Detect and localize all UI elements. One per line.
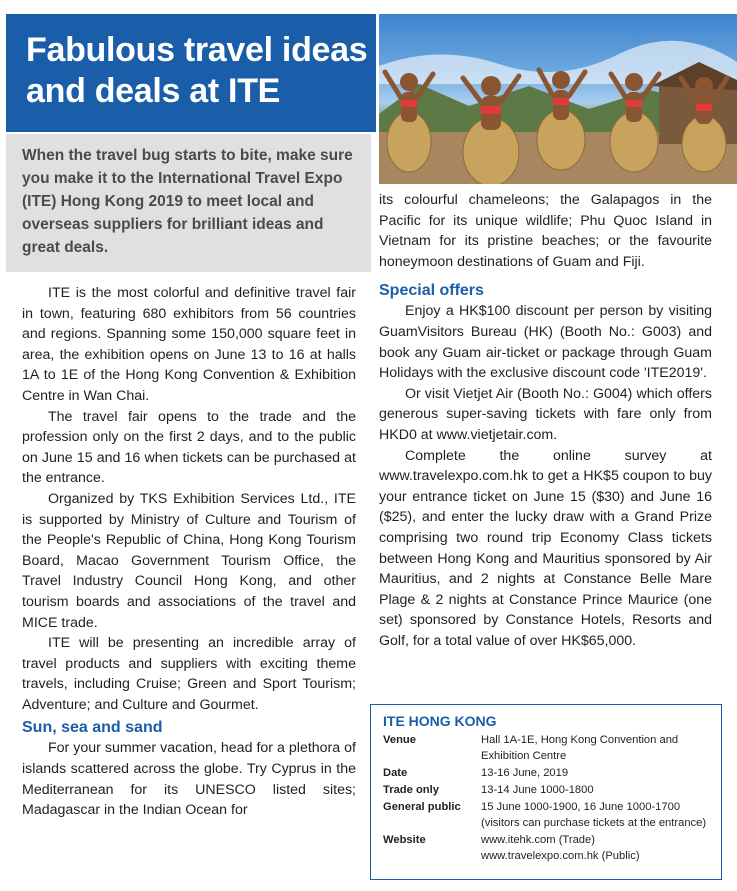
info-box: [370, 704, 722, 880]
right-column: [379, 190, 712, 651]
website-public-link[interactable]: www.travelexpo.com.hk (Public): [481, 850, 640, 862]
info-label: Date: [383, 767, 408, 779]
info-value: [481, 782, 711, 798]
title-line-1: Fabulous travel ideas: [26, 31, 368, 69]
info-value-line: Exhibition Centre: [481, 750, 567, 762]
right-paragraph-3: Complete the online survey at www.travelexpo.com.hk to get a HK$5 coupon to buy your entrance ticket on June 15 ($30) and June 16 ($25), and enter the lucky draw with a Grand Prize comprising two round trip Economy Class tickets between Hong Kong and Mauritius sponsored by Air Mauritius, and 2 nights at Constance Belle Mare Plage & 2 nights at Constance Prince Maurice (one set) sponsored by Constance Hotels, Resorts and Golf, for a total value of over HK$65,000.: [379, 447, 712, 649]
info-row-trade-only: [383, 782, 711, 798]
info-value-line: (visitors can purchase tickets at the entrance): [481, 817, 707, 829]
left-paragraph-3: Organized by TKS Exhibition Services Ltd., ITE is supported by Ministry of Culture and Tourism of the People's Republic of China, Hong Kong Tourism Board, Macao Government Tourism Office, the Travel Industry Council Hong Kong, and other tourism boards and associations of the travel and MICE trade.: [22, 490, 356, 631]
info-value: [481, 832, 711, 864]
left-paragraph-2: The travel fair opens to the trade and the profession only on the first 2 days, and to the public on June 15 and 16 when tickets can be purchased at the entrance.: [22, 408, 356, 487]
website-trade-link[interactable]: www.itehk.com (Trade): [481, 834, 595, 846]
title-line-2: and deals at ITE: [26, 72, 281, 110]
info-row-venue: [383, 732, 711, 764]
left-column: [22, 283, 356, 821]
special-offers-heading: Special offers: [379, 282, 484, 300]
info-value: [481, 799, 711, 831]
left-paragraph-1: ITE is the most colorful and definitive travel fair in town, featuring 680 exhibitors from 56 countries and regions. Spanning some 150,000 square feet in area, the exhibition opens on June 13 to 16 at halls 1A to 1E of the Hong Kong Convention & Exhibition Centre in Wan Chai.: [22, 285, 356, 404]
info-label: Venue: [383, 734, 416, 746]
info-label: Trade only: [383, 784, 439, 796]
info-value-line: 13-14 June 1000-1800: [481, 784, 594, 796]
left-paragraph-4: ITE will be presenting an incredible array of travel products and suppliers with exciting theme travels, including Cruise; Green and Sport Tourism; Adventure; and Culture and Gourmet.: [22, 635, 356, 713]
info-value-line: Hall 1A-1E, Hong Kong Convention and: [481, 734, 679, 746]
info-value: [481, 732, 711, 764]
right-paragraph-1: Enjoy a HK$100 discount per person by visiting GuamVisitors Bureau (HK) (Booth No.: G003) and book any Guam air-ticket or package through Guam Holidays with the exclusive discount code 'ITE2019'.: [379, 303, 712, 382]
sun-sea-sand-heading: Sun, sea and sand: [22, 719, 163, 737]
right-continuation: its colourful chameleons; the Galapagos in the Pacific for its unique wildlife; Phu Quoc Island in Vietnam for its pristine beaches; or the favourite honeymoon destinations of Guam and Fiji.: [379, 192, 712, 270]
info-value-line: 13-16 June, 2019: [481, 767, 569, 779]
info-row-website: [383, 832, 711, 864]
intro-box: [6, 134, 371, 272]
info-value-line: 15 June 1000-1900, 16 June 1000-1700: [481, 801, 681, 813]
info-row-general-public: [383, 799, 711, 831]
info-row-date: [383, 765, 711, 781]
title-banner: [6, 14, 376, 132]
right-paragraph-2: Or visit Vietjet Air (Booth No.: G004) which offers generous super-saving tickets with fare only from HKD0 at www.vietjetair.com.: [379, 385, 712, 443]
info-label: General public: [383, 801, 461, 813]
info-label: Website: [383, 834, 426, 846]
info-title: ITE HONG KONG: [383, 713, 497, 729]
intro-text: When the travel bug starts to bite, make sure you make it to the International Travel Expo (ITE) Hong Kong 2019 to meet local and overseas suppliers for brilliant ideas and great deals.: [22, 147, 353, 256]
dancers-illustration: [379, 14, 737, 184]
dancers-photo: [379, 14, 737, 184]
left-paragraph-5: For your summer vacation, head for a plethora of islands scattered across the globe. Try Cyprus in the Mediterranean for its UNESCO listed sites; Madagascar in the Indian Ocean for: [22, 740, 356, 819]
info-value: [481, 765, 711, 781]
